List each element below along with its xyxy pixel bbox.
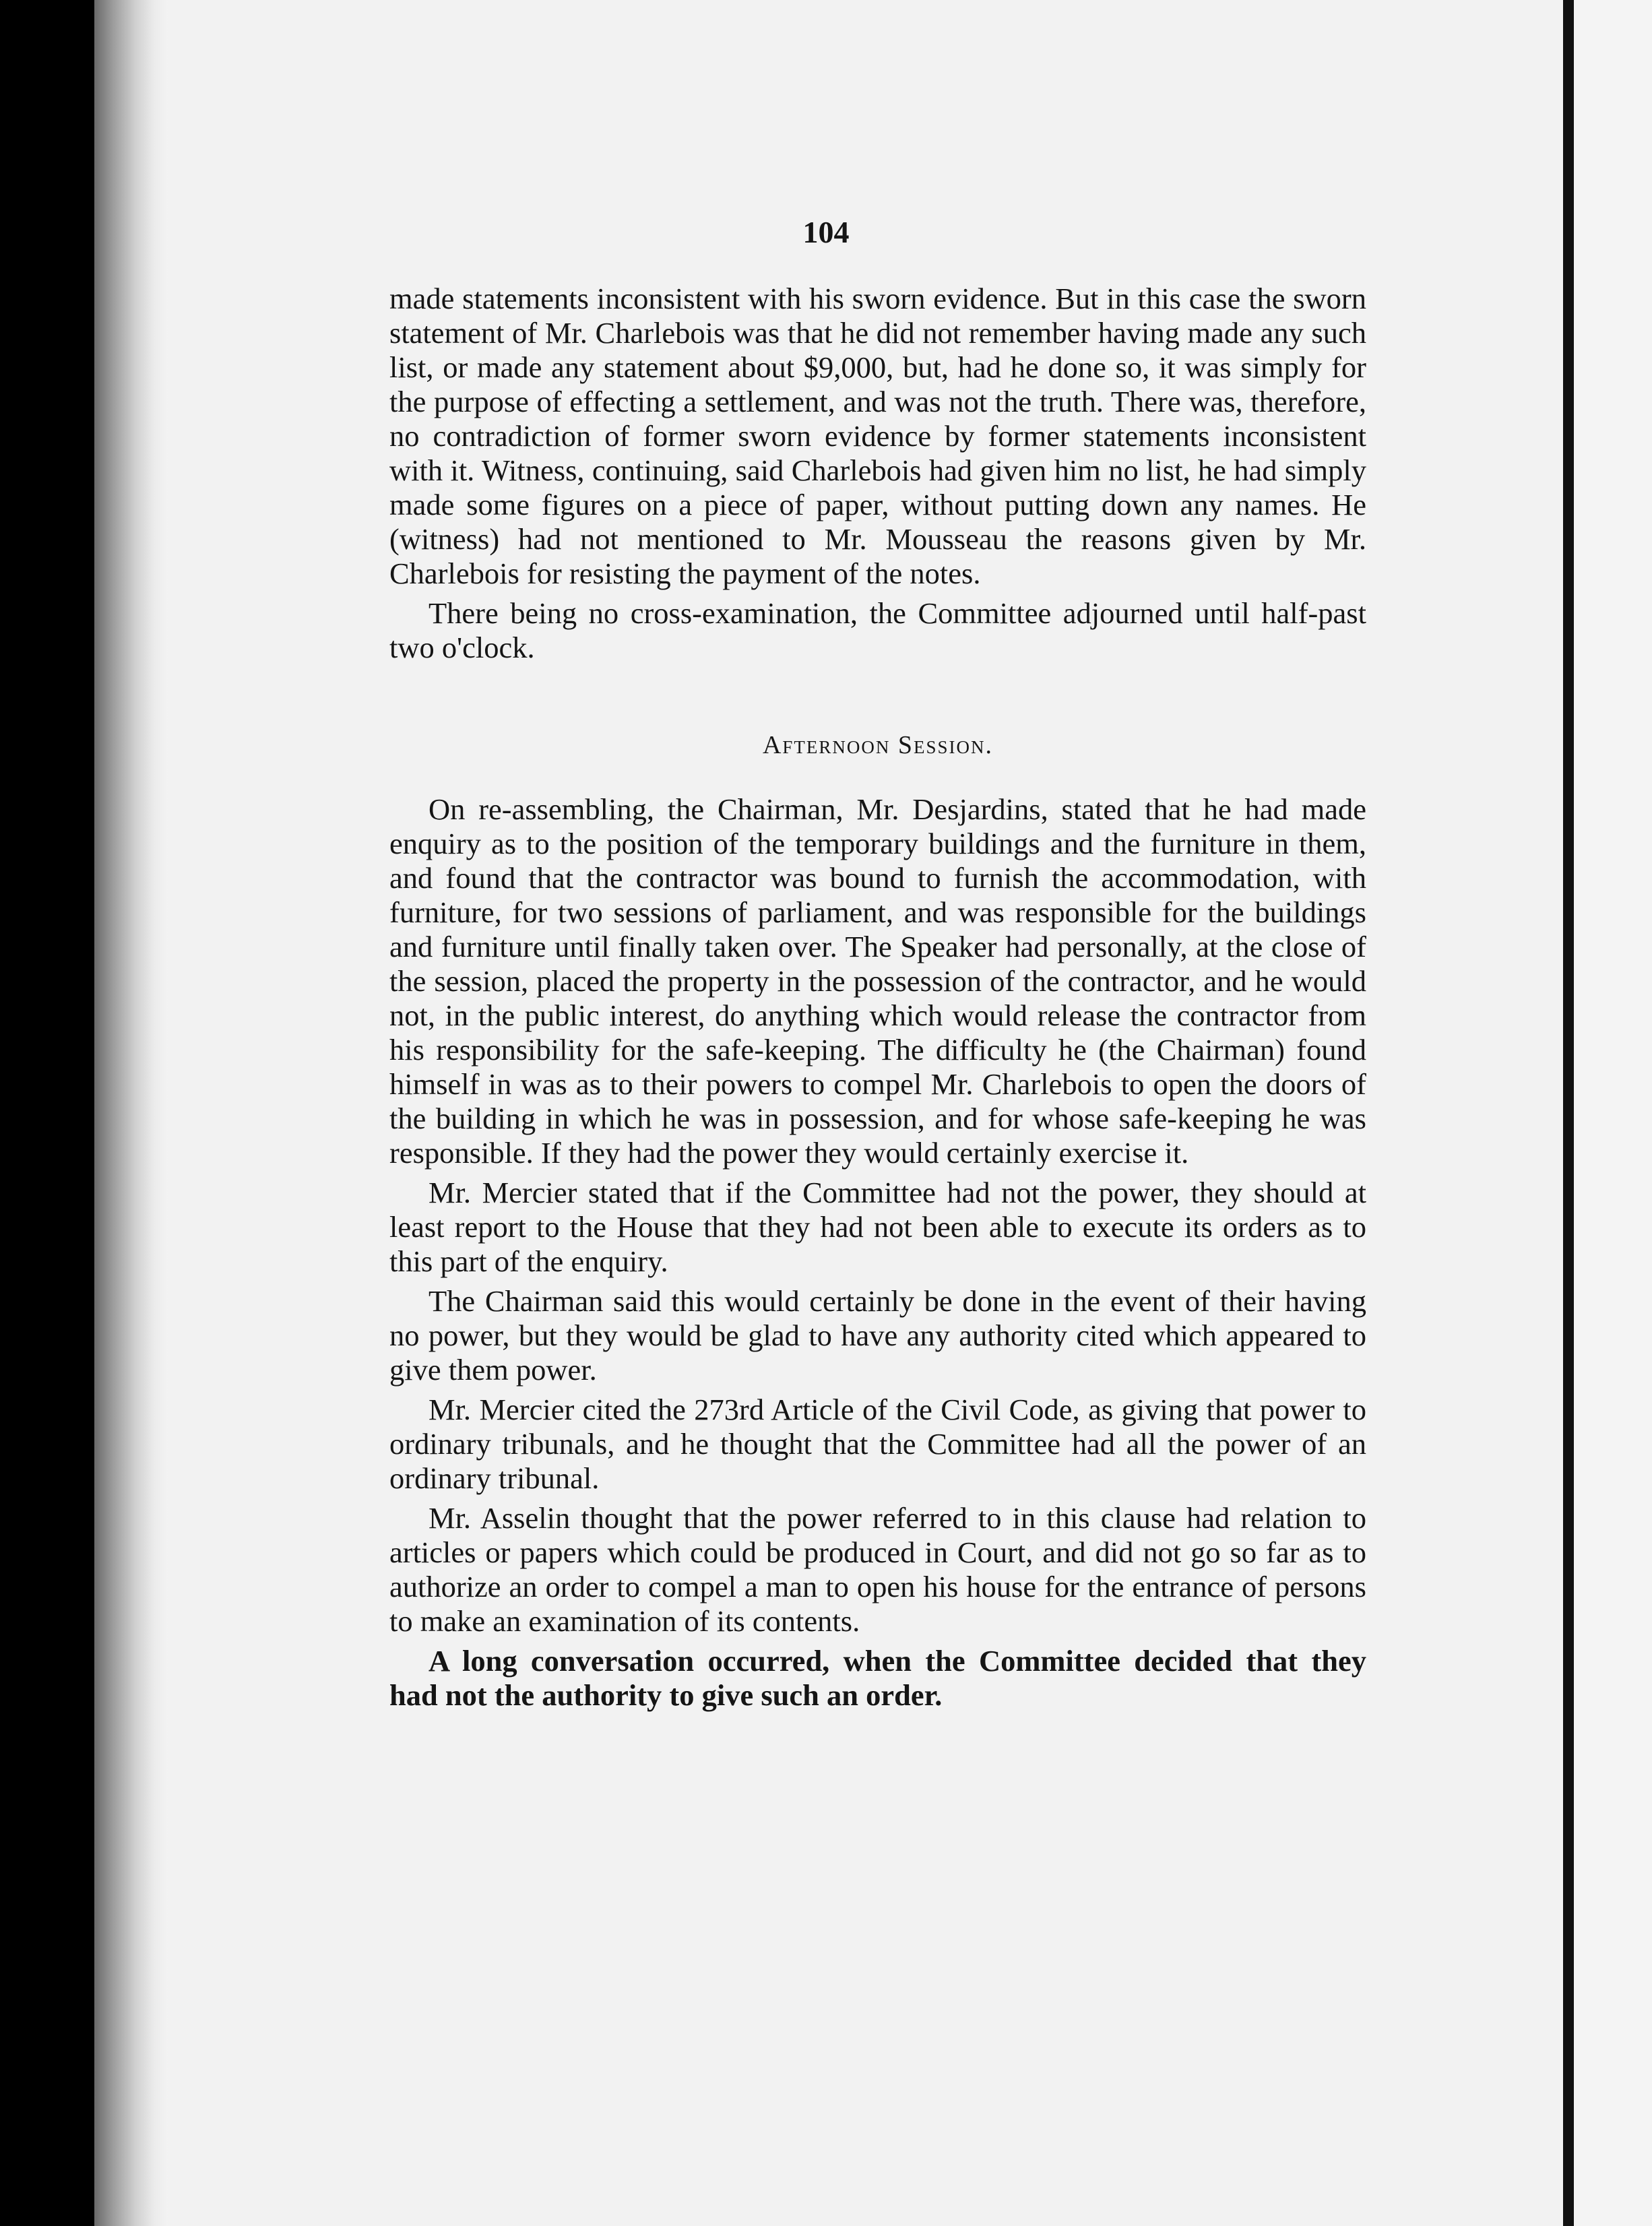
page-gutter	[1563, 0, 1574, 2226]
paragraph-continuation: made statements inconsistent with his sworn evidence. But in this case the sworn statement of Mr. Charlebois was that he did not remember having made any such list, or made any statement about $9,000, but, had he done so, it was simply for the purpose of effecting a settlement, and was not the truth. There was, therefore, no contradiction of former sworn evidence by former statements inconsistent with it. Witness, continuing, said Charlebois had given him no list, he had simply made some figures on a piece of paper, without putting down any names. He (witness) had not mentioned to Mr. Mousseau the reasons given by Mr. Charlebois for resisting the payment of the notes.	[389, 282, 1366, 590]
section-heading: Afternoon Session.	[762, 731, 994, 759]
page-body	[389, 282, 1366, 1718]
paragraph-committee-decision: A long conversation occurred, when the Committee decided that they had not the authority to give such an order.	[389, 1644, 1366, 1712]
paragraph-adjournment: There being no cross-examination, the Committee adjourned until half-past two o'clock.	[389, 596, 1366, 664]
page-number: 104	[802, 215, 850, 249]
paragraph-asselin-opinion: Mr. Asselin thought that the power referred to in this clause had relation to articles or papers which could be produced in Court, and did not go so far as to authorize an order to compel a man to open his house for the entrance of persons to make an examination of its contents.	[389, 1501, 1366, 1638]
paragraph-mercier-statement: Mr. Mercier stated that if the Committee had not the power, they should at least report to the House that they had not been able to execute its orders as to this part of the enquiry.	[389, 1176, 1366, 1278]
paragraph-chairman-reply: The Chairman said this would certainly be done in the event of their having no power, but they would be glad to have any authority cited which appeared to give them power.	[389, 1284, 1366, 1387]
adjacent-page-edge	[1574, 0, 1652, 2226]
paragraph-mercier-citation: Mr. Mercier cited the 273rd Article of the Civil Code, as giving that power to ordinary tribunals, and he thought that the Committee had all the power of an ordinary tribunal.	[389, 1393, 1366, 1495]
book-spine-shadow	[94, 0, 168, 2226]
paragraph-chairman-statement: On re-assembling, the Chairman, Mr. Desjardins, stated that he had made enquiry as to the position of the temporary buildings and the furniture in them, and found that the contractor was bound to furnish the accommodation, with furniture, for two sessions of parliament, and was responsible for the buildings and furniture until finally taken over. The Speaker had personally, at the close of the session, placed the property in the possession of the contractor, and he would not, in the public interest, do anything which would release the contractor from his responsibility for the safe-keeping. The difficulty he (the Chairman) found himself in was as to their powers to compel Mr. Charlebois to open the doors of the building in which he was in possession, and for whose safe-keeping he was responsible. If they had the power they would certainly exercise it.	[389, 792, 1366, 1170]
